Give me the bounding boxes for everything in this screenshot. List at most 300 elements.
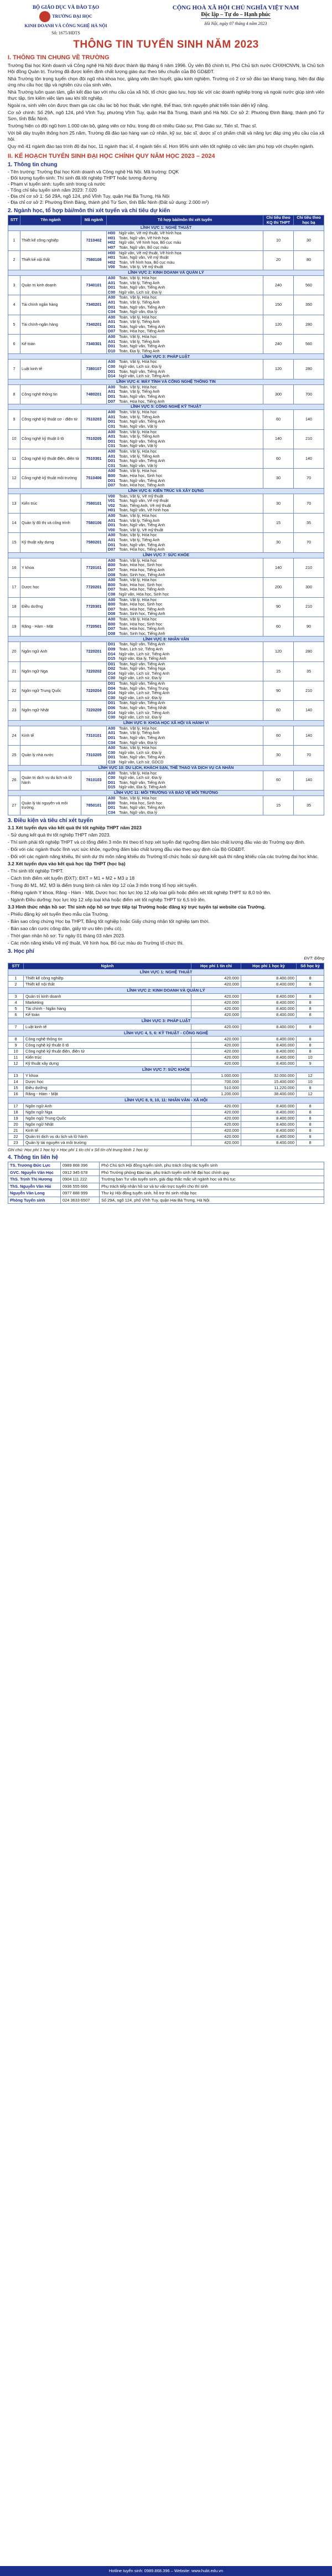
combo-line [108, 602, 262, 607]
fee-per-credit: 420.000 [191, 1006, 241, 1012]
major-name: Tài chính ngân hàng [20, 295, 81, 315]
combo-subjects: Toán, Vật lý, Hóa học [119, 726, 157, 731]
combo-subjects: Ngữ văn, Vẽ mỹ thuật, Vẽ hình họa [119, 231, 181, 236]
combo-line [108, 547, 262, 552]
combo-code: A00 [108, 771, 116, 776]
major-name: Luật kinh tế [24, 1024, 191, 1030]
combo-code: D01 [108, 439, 116, 444]
table-row [8, 429, 324, 449]
combo-code: C00 [108, 776, 116, 781]
table-row [8, 1091, 324, 1097]
quota-exam: 30 [263, 494, 294, 513]
fee-per-credit: 420.000 [191, 1134, 241, 1140]
contact-row [8, 1176, 324, 1183]
subject-combos [107, 681, 263, 701]
major-code: 7480201 [81, 384, 107, 404]
table-row [8, 1049, 324, 1055]
tuition-table-header [8, 963, 324, 969]
combo-subjects: Toán, Ngữ văn, Tiếng Anh [119, 805, 165, 810]
combo-line [108, 607, 262, 612]
quota-exam: 60 [263, 410, 294, 429]
combo-code: D08 [108, 612, 116, 617]
combo-subjects: Toán, Hóa học, Sinh học [119, 582, 163, 587]
paragraph: 3.1 Xét tuyển dựa vào kết quả thi tốt nghiệp THPT năm 2023 [8, 825, 142, 831]
combo-code: V00 [108, 527, 115, 532]
university-line1: TRƯỜNG ĐẠI HỌC [52, 13, 92, 19]
combo-line [108, 415, 262, 420]
quota-transcript: 210 [294, 681, 324, 701]
paragraph: - Thời gian nhận hồ sơ: Từ ngày 01 tháng 03 năm 2023. [8, 933, 126, 939]
combo-code: A00 [108, 449, 116, 454]
column-header: Mã ngành [81, 215, 107, 225]
combo-subjects: Toán, Hóa học, Tiếng Anh [119, 483, 165, 488]
major-name: Quản lý tài nguyên và môi trường [20, 796, 81, 815]
combo-code: A00 [108, 746, 116, 751]
paragraph: 3.2 Xét tuyển dựa vào kết quả học tập THPT (học bạ) [8, 861, 126, 867]
combo-line [108, 652, 262, 657]
major-name: Ngôn ngữ Nga [24, 1110, 191, 1116]
combo-line [108, 399, 262, 404]
combo-subjects: Toán, Vật lý, Hóa học [119, 360, 157, 365]
major-name: Dược học [24, 1079, 191, 1085]
paragraph: Trường Đại học Kinh doanh và Công nghệ Hà Nội được thành lập tháng 6 năm 1996. Ủy viên Bộ chính trị, Phó Chủ tịch nước CHXHCNVN, là Chủ tịch Hội đồng Quản trị. Trường đã được kiểm định chất lượng giáo dục theo tiêu chuẩn của Bộ GD&ĐT. [8, 63, 324, 74]
row-number: 18 [8, 1110, 24, 1116]
document-number: Số: 1675/HĐTS [51, 30, 80, 35]
combo-line [108, 315, 262, 320]
combo-subjects: Toán, Sinh học, Tiếng Anh [119, 612, 165, 617]
fee-per-semester: 8.400.000 [241, 1055, 297, 1061]
row-number: 9 [8, 1043, 24, 1049]
combo-code: B00 [108, 800, 116, 805]
quota-transcript: 560 [294, 275, 324, 295]
combo-subjects: Toán, Ngữ văn, Tiếng Anh [119, 305, 165, 310]
combo-subjects: Toán, Ngữ văn, Tiếng Anh [119, 780, 165, 785]
combo-line [108, 701, 262, 706]
combo-subjects: Toán, Vật lý, Hóa học [119, 429, 157, 434]
major-code: 7720201 [81, 578, 107, 597]
combo-subjects: Ngữ văn, Lịch sử, Địa lý [119, 676, 162, 681]
fee-per-semester: 8.400.000 [241, 1024, 297, 1030]
row-number: 7 [8, 360, 20, 379]
field-group-label: LĨNH VỰC 2: KINH DOANH VÀ QUẢN LÝ [8, 270, 324, 275]
field-group-label: LĨNH VỰC 9: KHOA HỌC XÃ HỘI VÀ HÀNH VI [8, 720, 324, 726]
combo-code: D01 [108, 478, 116, 483]
combo-subjects: Toán, Hóa học, Tiếng Anh [119, 627, 165, 632]
field-group-label: LĨNH VỰC 8, 9, 10, 11: NHÂN VĂN - XÃ HỘI [8, 1097, 324, 1104]
combo-code: D01 [108, 542, 116, 547]
combo-code: C00 [108, 290, 116, 295]
combo-line [108, 325, 262, 330]
quota-exam: 60 [263, 617, 294, 636]
combo-code: D01 [108, 394, 116, 399]
combo-line [108, 295, 262, 300]
section-general-info [8, 54, 324, 150]
row-number: 2 [8, 250, 20, 270]
table-row [8, 335, 324, 354]
combo-line [108, 255, 262, 260]
combo-line [108, 751, 262, 756]
table-row [8, 1073, 324, 1079]
row-number: 9 [8, 410, 20, 429]
combo-code: C08 [108, 592, 116, 597]
column-header: Học phí 1 học kỳ [241, 963, 297, 969]
combo-code: C00 [108, 676, 116, 681]
combo-line [108, 340, 262, 345]
combo-code: H00 [108, 231, 116, 236]
row-number: 18 [8, 597, 20, 617]
quota-exam: 240 [263, 335, 294, 354]
combo-line [108, 474, 262, 479]
table-row [8, 617, 324, 636]
fee-per-semester: 8.400.000 [241, 1128, 297, 1134]
fee-per-credit: 420.000 [191, 994, 241, 1000]
row-number: 6 [8, 1012, 24, 1018]
combo-line [108, 598, 262, 603]
semester-count: 8 [297, 1043, 324, 1049]
combo-subjects: Toán, Vật lý, Tiếng Anh [119, 731, 160, 736]
subsection-heading: 3. Học phí [8, 948, 34, 955]
combo-code: A00 [108, 335, 116, 340]
combo-code: D01 [108, 701, 116, 706]
row-number: 17 [8, 578, 20, 597]
combo-code: D09 [108, 646, 116, 651]
row-number: 3 [8, 275, 20, 295]
fee-per-credit: 1.000.000 [191, 1073, 241, 1079]
semester-count: 8 [297, 1024, 324, 1030]
contact-phone: 0936 555 666 [61, 1183, 100, 1190]
fee-per-credit: 420.000 [191, 982, 241, 988]
document-header [8, 4, 324, 38]
combo-subjects: Toán, Vật lý, Hóa học [119, 335, 157, 340]
major-code: 7580201 [81, 533, 107, 552]
combo-line [108, 533, 262, 538]
row-number: 25 [8, 746, 20, 765]
paragraph: - Đối với các ngành thuộc lĩnh vực sức khỏe, ngưỡng đảm bảo chất lượng đầu vào theo quy định của Bộ GD&ĐT. [8, 846, 245, 853]
combo-subjects: Toán, Vật lý, Tiếng Anh [119, 434, 160, 439]
quota-exam: 15 [263, 796, 294, 815]
row-number: 14 [8, 1079, 24, 1085]
tuition-unit-note: ĐVT: Đồng [304, 956, 324, 961]
table-row [8, 642, 324, 661]
field-group-label: LĨNH VỰC 7: SỨC KHỎE [8, 1067, 324, 1073]
table-row [8, 726, 324, 745]
quota-transcript: 140 [294, 701, 324, 720]
fee-per-semester: 8.400.000 [241, 1061, 297, 1067]
quota-transcript: 70 [294, 533, 324, 552]
combo-line [108, 736, 262, 741]
fee-per-semester: 8.400.000 [241, 994, 297, 1000]
table-row [8, 1000, 324, 1006]
table-row [8, 275, 324, 295]
paragraph: - Trong đó M1, M2, M3 là điểm trung bình cả năm lớp 12 của 3 môn trong tổ hợp xét tuyển. [8, 882, 198, 889]
row-number: 10 [8, 429, 20, 449]
fee-per-credit: 700.000 [191, 1079, 241, 1085]
combo-code: A01 [108, 339, 116, 344]
combo-subjects: Ngữ văn, Lịch sử, Tiếng Anh [119, 651, 170, 656]
combo-line [108, 563, 262, 568]
row-number: 20 [8, 642, 20, 661]
major-name: Thiết kế nội thất [20, 250, 81, 270]
quota-exam: 60 [263, 726, 294, 745]
combo-line [108, 715, 262, 720]
combo-code: D01 [108, 642, 116, 647]
semester-count: 8 [297, 1122, 324, 1128]
combo-subjects: Toán, Hóa học, Sinh học [119, 473, 163, 478]
combo-subjects: Toán, Vật lý, Hóa học [119, 558, 157, 563]
subject-combos [107, 578, 263, 597]
combo-subjects: Toán, Hóa học, Tiếng Anh [119, 329, 165, 334]
combo-code: H02 [108, 260, 116, 265]
paragraph: - Đối với các ngành năng khiếu, thí sinh dự thi môn năng khiếu do Trường tổ chức hoặc sử dụng kết quả thi năng khiếu của các trường đại học khác. [8, 854, 319, 860]
combo-code: D07 [108, 483, 116, 488]
combo-code: D14 [108, 691, 116, 696]
table-row [8, 746, 324, 765]
combo-line [108, 592, 262, 597]
quota-exam: 60 [263, 449, 294, 468]
subject-combos [107, 335, 263, 354]
combo-code: D07 [108, 329, 116, 334]
fee-per-semester: 8.400.000 [241, 1116, 297, 1122]
combo-line [108, 454, 262, 459]
field-group-row [8, 1018, 324, 1024]
combo-line [108, 260, 262, 265]
field-group-label: LĨNH VỰC 8: NHÂN VĂN [8, 637, 324, 642]
paragraph: - Phiếu đăng ký xét tuyển theo mẫu của Trường. [8, 911, 109, 917]
page-title: THÔNG TIN TUYỂN SINH NĂM 2023 [73, 39, 259, 50]
combo-subjects: Toán, Vật lý, Hóa học [119, 295, 157, 300]
field-group-label: LĨNH VỰC 2: KINH DOANH VÀ QUẢN LÝ [8, 988, 324, 994]
contact-role: Phó Chủ tịch Hội đồng tuyển sinh, phụ trách công tác tuyển sinh [100, 1162, 324, 1169]
field-group-row [8, 988, 324, 994]
combo-code: V00 [108, 265, 115, 270]
table-row [8, 1134, 324, 1140]
major-code: 7220204 [81, 681, 107, 701]
combo-code: A00 [108, 275, 116, 280]
field-group-label: LĨNH VỰC 11: MÔI TRƯỜNG VÀ BẢO VỆ MÔI TRƯỜNG [8, 790, 324, 796]
major-name: Quản trị kinh doanh [24, 994, 191, 1000]
combo-line [108, 499, 262, 504]
info-item: - Phạm vi tuyển sinh: tuyển sinh trong cả nước [8, 181, 324, 187]
combo-code: D01 [108, 459, 116, 464]
quota-transcript: 90 [294, 617, 324, 636]
combo-code: D01 [108, 419, 116, 424]
paragraph: Nhà Trường tôn trọng tuyển chọn đội ngũ nhà khoa học, giảng viên tâm huyết, giàu kinh nghiệm. Trường có 2 cơ sở đào tạo khang trang, hiện đại đáp ứng nhu cầu học tập và nghiên cứu của sinh viên. [8, 76, 324, 88]
table-row [8, 514, 324, 533]
combo-code: A00 [108, 578, 116, 583]
field-group-row [8, 765, 324, 771]
field-group-row [8, 790, 324, 796]
combo-line [108, 622, 262, 627]
combo-code: C04 [108, 310, 116, 315]
combo-line [108, 632, 262, 637]
combo-line [108, 419, 262, 424]
semester-count: 8 [297, 1006, 324, 1012]
table-row [8, 1036, 324, 1043]
combo-line [108, 568, 262, 573]
combo-code: D06 [108, 706, 116, 711]
combo-line [108, 706, 262, 711]
combo-code: D07 [108, 627, 116, 632]
fee-per-credit: 420.000 [191, 1000, 241, 1006]
fee-per-credit: 420.000 [191, 976, 241, 982]
combo-code: D01 [108, 755, 116, 760]
combo-line [108, 265, 262, 270]
paragraph: Với bề dày truyền thống hơn 25 năm, Trường đã đào tạo hàng vạn cử nhân, kỹ sư, bác sĩ, dược sĩ có phẩm chất và năng lực đáp ứng yêu cầu của xã hội. [8, 130, 324, 142]
subsection-heading: 4. Thông tin liên hệ [8, 1154, 59, 1161]
field-group-row [8, 404, 324, 410]
table-row [8, 295, 324, 315]
row-number: 23 [8, 701, 20, 720]
row-number: 21 [8, 661, 20, 681]
row-number: 16 [8, 558, 20, 577]
quota-exam: 15 [263, 661, 294, 681]
contact-name: Nguyễn Văn Long [8, 1190, 61, 1197]
row-number: 19 [8, 1116, 24, 1122]
combo-code: B00 [108, 602, 116, 607]
combo-subjects: Toán, Vật lý, Hóa học [119, 449, 157, 454]
major-name: Dược học [20, 578, 81, 597]
major-code: 7210402 [81, 231, 107, 250]
row-number: 22 [8, 1134, 24, 1140]
fee-per-semester: 32.000.000 [241, 1073, 297, 1079]
combo-code: D07 [108, 607, 116, 612]
major-code: 7220201 [81, 642, 107, 661]
fee-per-semester: 8.400.000 [241, 1134, 297, 1140]
quota-transcript: 350 [294, 295, 324, 315]
paragraph: - Các môn năng khiếu Vẽ mỹ thuật, Vẽ hình họa, Bố cục màu do Trường tổ chức thi. [8, 940, 184, 946]
combo-line [108, 245, 262, 250]
combo-code: C00 [108, 365, 116, 370]
section-contacts [8, 1154, 324, 1204]
combo-code: H01 [108, 255, 116, 260]
table-row [8, 1006, 324, 1012]
quota-transcript: 210 [294, 429, 324, 449]
combo-subjects: Toán, Ngữ văn, Tiếng Anh [119, 642, 165, 647]
major-code: 7380107 [81, 360, 107, 379]
row-number: 21 [8, 1128, 24, 1134]
row-number: 12 [8, 1061, 24, 1067]
combo-code: A00 [108, 384, 116, 389]
combo-code: D14 [108, 374, 116, 379]
fee-per-credit: 420.000 [191, 1128, 241, 1134]
combo-line [108, 810, 262, 815]
major-name: Kiến trúc [20, 494, 81, 513]
paragraph: - Riêng ngành Y khoa, Răng - Hàm - Mặt, Dược học: học lực lớp 12 xếp loại giỏi hoặc điểm xét tốt nghiệp THPT từ 8,0 trở lên. [8, 890, 271, 896]
combo-code: A01 [108, 320, 116, 325]
field-group-row [8, 225, 324, 231]
combo-line [108, 741, 262, 746]
combo-line [108, 612, 262, 617]
combo-code: D14 [108, 710, 116, 715]
combo-subjects: Ngữ văn, Lịch sử, Tiếng Anh [119, 710, 170, 715]
combo-code: D01 [108, 736, 116, 740]
subject-combos [107, 250, 263, 270]
table-row [8, 681, 324, 701]
subject-combos [107, 275, 263, 295]
combo-code: C00 [108, 715, 116, 720]
quota-transcript: 280 [294, 642, 324, 661]
major-code: 7510205 [81, 429, 107, 449]
fee-per-semester: 8.400.000 [241, 976, 297, 982]
combo-line [108, 424, 262, 429]
fee-per-semester: 8.400.000 [241, 1104, 297, 1110]
combo-subjects: Toán, Vật lý, Tiếng Anh [119, 280, 160, 285]
quota-transcript: 280 [294, 360, 324, 379]
major-name: Kinh tế [20, 726, 81, 745]
tuition-footnote: Ghi chú: Học phí 1 học kỳ = Học phí 1 tín chỉ x Số tín chỉ trung bình 1 học kỳ [8, 1147, 148, 1153]
fee-per-credit: 420.000 [191, 1024, 241, 1030]
combo-line [108, 483, 262, 488]
fee-per-semester: 8.400.000 [241, 1122, 297, 1128]
row-number: 1 [8, 976, 24, 982]
combo-code: B00 [108, 622, 116, 627]
contact-role: Phó Trưởng phòng Đào tạo, phụ trách tuyển sinh hệ đại học chính quy [100, 1169, 324, 1176]
quota-exam: 150 [263, 295, 294, 315]
combo-code: A01 [108, 731, 116, 736]
row-number: 1 [8, 231, 20, 250]
combo-code: D01 [108, 805, 116, 810]
info-item: - Tổng chỉ tiêu tuyển sinh năm 2023: 7.020 [8, 187, 324, 193]
field-group-label: LĨNH VỰC 6: KIẾN TRÚC VÀ XÂY DỰNG [8, 488, 324, 494]
section-tuition [8, 948, 324, 1152]
combo-code: D07 [108, 568, 116, 572]
quota-transcript: 210 [294, 558, 324, 577]
combo-code: A00 [108, 315, 116, 320]
semester-count: 8 [297, 1140, 324, 1146]
combo-subjects: Toán, Vật lý, Tiếng Anh [119, 339, 160, 344]
table-row [8, 994, 324, 1000]
combo-line [108, 320, 262, 325]
criteria-paragraphs [8, 825, 324, 946]
subject-combos [107, 533, 263, 552]
major-code: 7340201 [81, 295, 107, 315]
paragraph: - Thí sinh phải tốt nghiệp THPT và có tổng điểm 3 môn thi theo tổ hợp xét tuyển đạt ngưỡng đảm bảo chất lượng đầu vào do Trường quy định. [8, 839, 305, 845]
major-code: 7580108 [81, 250, 107, 270]
quota-exam: 60 [263, 771, 294, 790]
table-row [8, 1079, 324, 1085]
combo-line [108, 434, 262, 439]
field-group-label: LĨNH VỰC 4, 5, 6: KỸ THUẬT - CÔNG NGHỆ [8, 1030, 324, 1036]
combo-code: A00 [108, 410, 116, 415]
combo-code: A01 [108, 414, 116, 419]
combo-subjects: Toán, Vật lý, Tiếng Anh [119, 300, 160, 305]
quota-transcript: 210 [294, 597, 324, 617]
fee-per-credit: 420.000 [191, 1110, 241, 1116]
combo-subjects: Toán, Ngữ văn, Tiếng Anh [119, 736, 165, 740]
row-number: 27 [8, 796, 20, 815]
combo-line [108, 578, 262, 583]
combo-subjects: Toán, Vật lý, Tiếng Anh [119, 454, 160, 459]
quota-exam: 15 [263, 514, 294, 533]
combo-line [108, 444, 262, 449]
university-name-line2: KINH DOANH VÀ CÔNG NGHỆ HÀ NỘI [24, 23, 107, 28]
major-code: 7850101 [81, 796, 107, 815]
subject-combos [107, 771, 263, 790]
combo-line [108, 726, 262, 731]
fee-per-semester: 8.400.000 [241, 982, 297, 988]
combo-code: H01 [108, 235, 116, 240]
column-header: Học phí 1 tín chỉ [191, 963, 241, 969]
combo-subjects: Toán, Ngữ văn, Tiếng Anh [119, 369, 165, 374]
row-number: 12 [8, 469, 20, 488]
hotline-footer: Hotline tuyển sinh: 0989.868.396 – Website: www.hubt.edu.vn [0, 2566, 332, 2576]
subject-combos [107, 746, 263, 765]
major-code: 7340301 [81, 335, 107, 354]
combo-line [108, 691, 262, 696]
general-info-paragraphs [8, 63, 324, 150]
major-name: Công nghệ kỹ thuật điện, điện tử [20, 449, 81, 468]
row-number: 14 [8, 514, 20, 533]
